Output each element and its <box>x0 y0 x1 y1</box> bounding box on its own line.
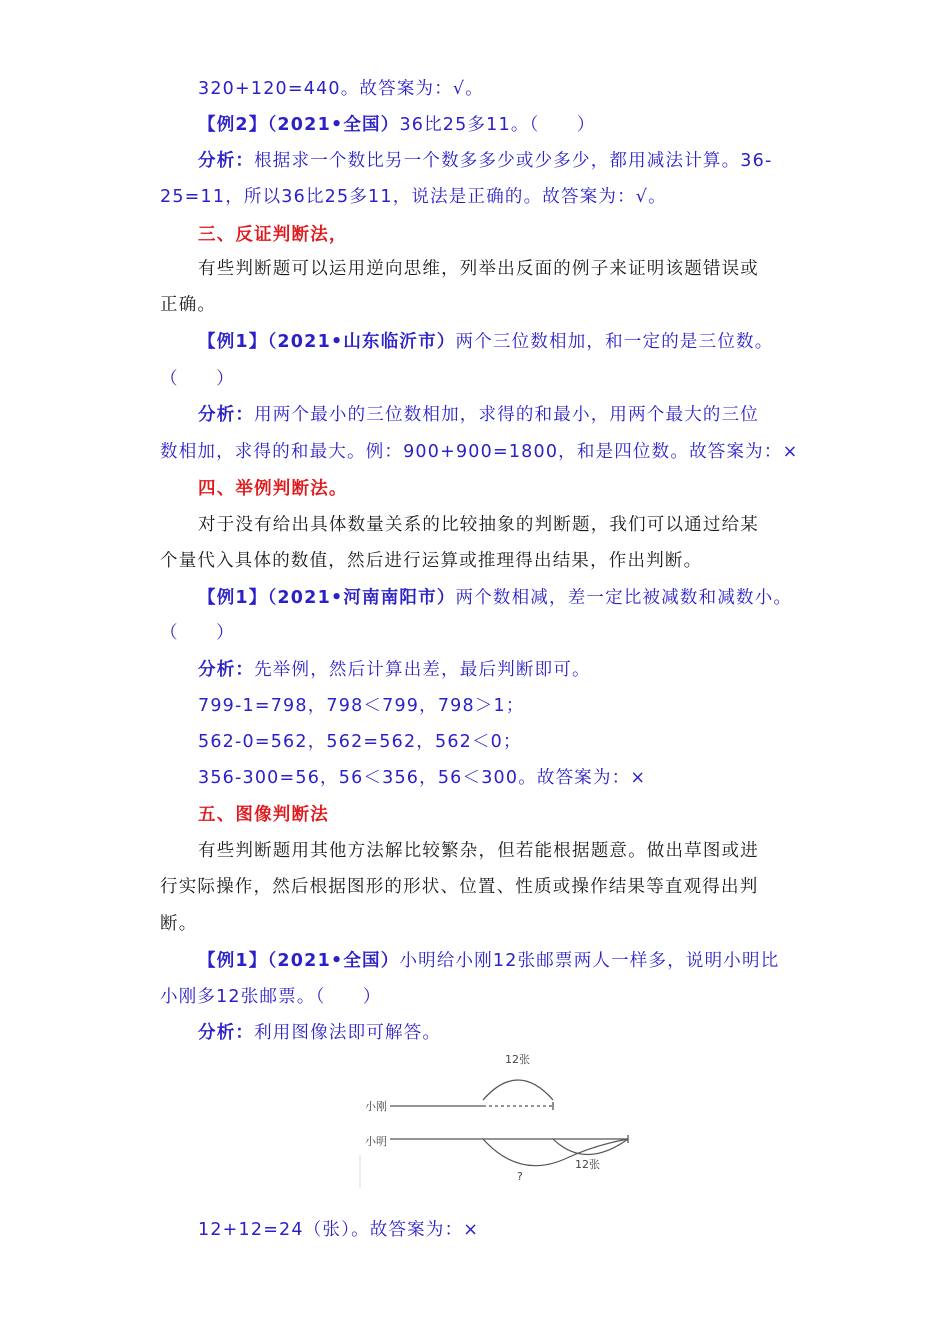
section-5-paragraph-a: 有些判断题用其他方法解比较繁杂，但若能根据题意。做出草图或进 <box>198 841 759 861</box>
example-3-question <box>198 331 773 353</box>
analysis-4-line-d: 356-300=56，56＜356，56＜300。故答案为：× <box>198 768 647 788</box>
analysis-text: 利用图像法即可解答。 <box>254 1023 442 1043</box>
bottom-outer-brace <box>567 1139 628 1158</box>
analysis-text: 先举例，然后计算出差，最后判断即可。 <box>254 660 591 680</box>
section-4-paragraph-a: 对于没有给出具体数量关系的比较抽象的判断题，我们可以通过给某 <box>198 515 759 535</box>
example-source: （2021•全国） <box>267 115 400 135</box>
section-3-paragraph-b: 正确。 <box>160 295 217 315</box>
example-text: 两个三位数相加，和一定的是三位数。 <box>455 332 774 352</box>
analysis-label: 分析： <box>198 660 255 680</box>
example-text: 36比25多11。（ ） <box>399 115 596 135</box>
example-5-question-cont: 小刚多12张邮票。（ ） <box>160 987 382 1007</box>
example-source: （2021•河南南阳市） <box>267 588 456 608</box>
analysis-4-line-b: 799-1=798，798＜799，798＞1； <box>198 696 525 716</box>
section-heading-3: 三、反证判断法， <box>198 225 348 245</box>
example-source: （2021•山东临沂市） <box>267 332 456 352</box>
analysis-3-line-b: 数相加，求得的和最大。例：900+900=1800，和是四位数。故答案为：× <box>160 442 799 462</box>
example-tag: 【例1】 <box>198 588 268 608</box>
example-source: （2021•全国） <box>267 951 400 971</box>
stamp-diagram <box>335 1050 645 1200</box>
diagram-label-xiaogang: 小刚 <box>365 1100 387 1113</box>
top-brace-arc <box>483 1080 553 1100</box>
analysis-4-line-c: 562-0=562，562=562，562＜0； <box>198 732 522 752</box>
example-3-paren: （ ） <box>160 369 235 389</box>
section-3-paragraph-a: 有些判断题可以运用逆向思维，列举出反面的例子来证明该题错误或 <box>198 259 759 279</box>
diagram-question-mark: ? <box>517 1170 523 1183</box>
analysis-label: 分析： <box>198 151 255 171</box>
analysis-label: 分析： <box>198 1023 255 1043</box>
answer-line-1: 320+120=440。故答案为：√。 <box>198 79 484 99</box>
example-tag: 【例1】 <box>198 332 268 352</box>
analysis-5-line-a <box>198 1022 441 1044</box>
example-4-paren: （ ） <box>160 623 235 643</box>
analysis-text: 根据求一个数比另一个数多多少或少多少，都用减法计算。36- <box>254 151 773 171</box>
diagram-bottom-label: 12张 <box>575 1158 600 1171</box>
section-4-paragraph-b: 个量代入具体的数值，然后进行运算或推理得出结果，作出判断。 <box>160 551 703 571</box>
section-heading-5: 五、图像判断法 <box>198 805 329 825</box>
analysis-4-line-a <box>198 659 591 681</box>
diagram-top-label: 12张 <box>505 1053 530 1066</box>
example-2-question <box>198 114 596 136</box>
diagram-label-xiaoming: 小明 <box>365 1135 387 1148</box>
example-text: 小明给小刚12张邮票两人一样多，说明小明比 <box>399 951 780 971</box>
analysis-2-line-a <box>198 150 773 172</box>
final-answer-line: 12+12=24（张）。故答案为：× <box>198 1220 480 1240</box>
lower-brace-left <box>483 1139 567 1166</box>
example-5-question <box>198 950 779 972</box>
example-tag: 【例1】 <box>198 951 268 971</box>
section-5-paragraph-b: 行实际操作，然后根据图形的形状、位置、性质或操作结果等直观得出判 <box>160 877 759 897</box>
analysis-2-line-b: 25=11，所以36比25多11，说法是正确的。故答案为：√。 <box>160 187 667 207</box>
example-tag: 【例2】 <box>198 115 268 135</box>
analysis-3-line-a <box>198 404 759 426</box>
analysis-text: 用两个最小的三位数相加，求得的和最小，用两个最大的三位 <box>254 405 760 425</box>
section-heading-4: 四、举例判断法。 <box>198 479 348 499</box>
example-text: 两个数相减，差一定比被减数和减数小。 <box>455 588 793 608</box>
example-4-question <box>198 587 792 609</box>
section-5-paragraph-c: 断。 <box>160 914 198 934</box>
analysis-label: 分析： <box>198 405 255 425</box>
